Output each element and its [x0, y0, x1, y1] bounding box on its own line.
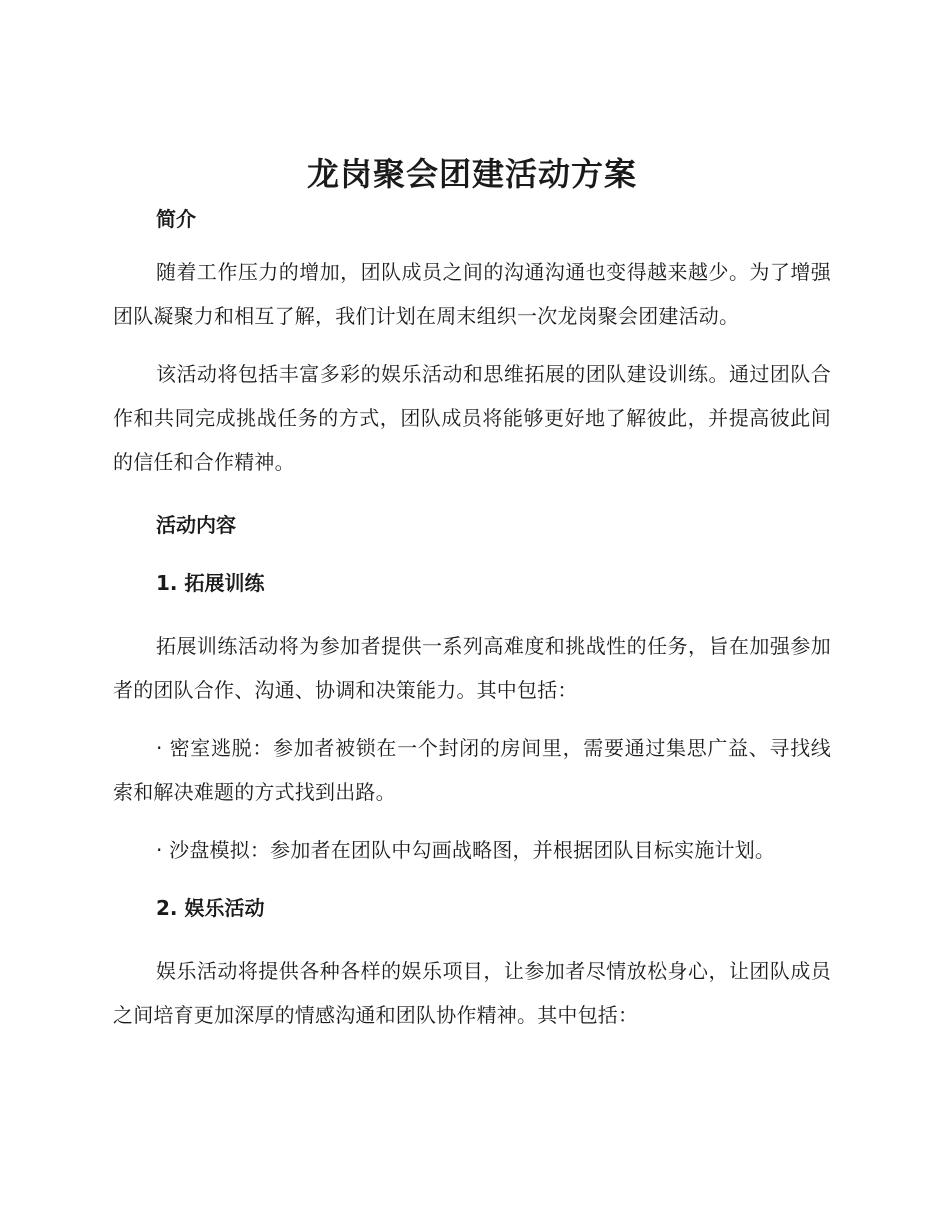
- section-1-paragraph: 拓展训练活动将为参加者提供一系列高难度和挑战性的任务，旨在加强参加者的团队合作、沟通、协调和决策能力。其中包括：: [113, 634, 831, 702]
- section-2-heading: 2. 娱乐活动: [156, 896, 265, 920]
- intro-paragraph-1: 随着工作压力的增加，团队成员之间的沟通沟通也变得越来越少。为了增强团队凝聚力和相互了解，我们计划在周末组织一次龙岗聚会团建活动。: [113, 260, 831, 328]
- document-page: [113, 150, 831, 1037]
- intro-paragraph-2: 该活动将包括丰富多彩的娱乐活动和思维拓展的团队建设训练。通过团队合作和共同完成挑战任务的方式，团队成员将能够更好地了解彼此，并提高彼此间的信任和合作精神。: [113, 362, 831, 474]
- content-heading: 活动内容: [156, 513, 236, 537]
- section-1-heading: 1. 拓展训练: [156, 571, 265, 595]
- section-1-bullet-1: · 密室逃脱：参加者被锁在一个封闭的房间里，需要通过集思广益、寻找线索和解决难题的方式找到出路。: [113, 736, 831, 804]
- section-1-bullet-2: · 沙盘模拟：参加者在团队中勾画战略图，并根据团队目标实施计划。: [156, 838, 776, 862]
- section-2-paragraph: 娱乐活动将提供各种各样的娱乐项目，让参加者尽情放松身心，让团队成员之间培育更加深厚的情感沟通和团队协作精神。其中包括：: [113, 959, 831, 1027]
- document-title: 龙岗聚会团建活动方案: [306, 155, 637, 193]
- intro-heading: 简介: [156, 207, 196, 231]
